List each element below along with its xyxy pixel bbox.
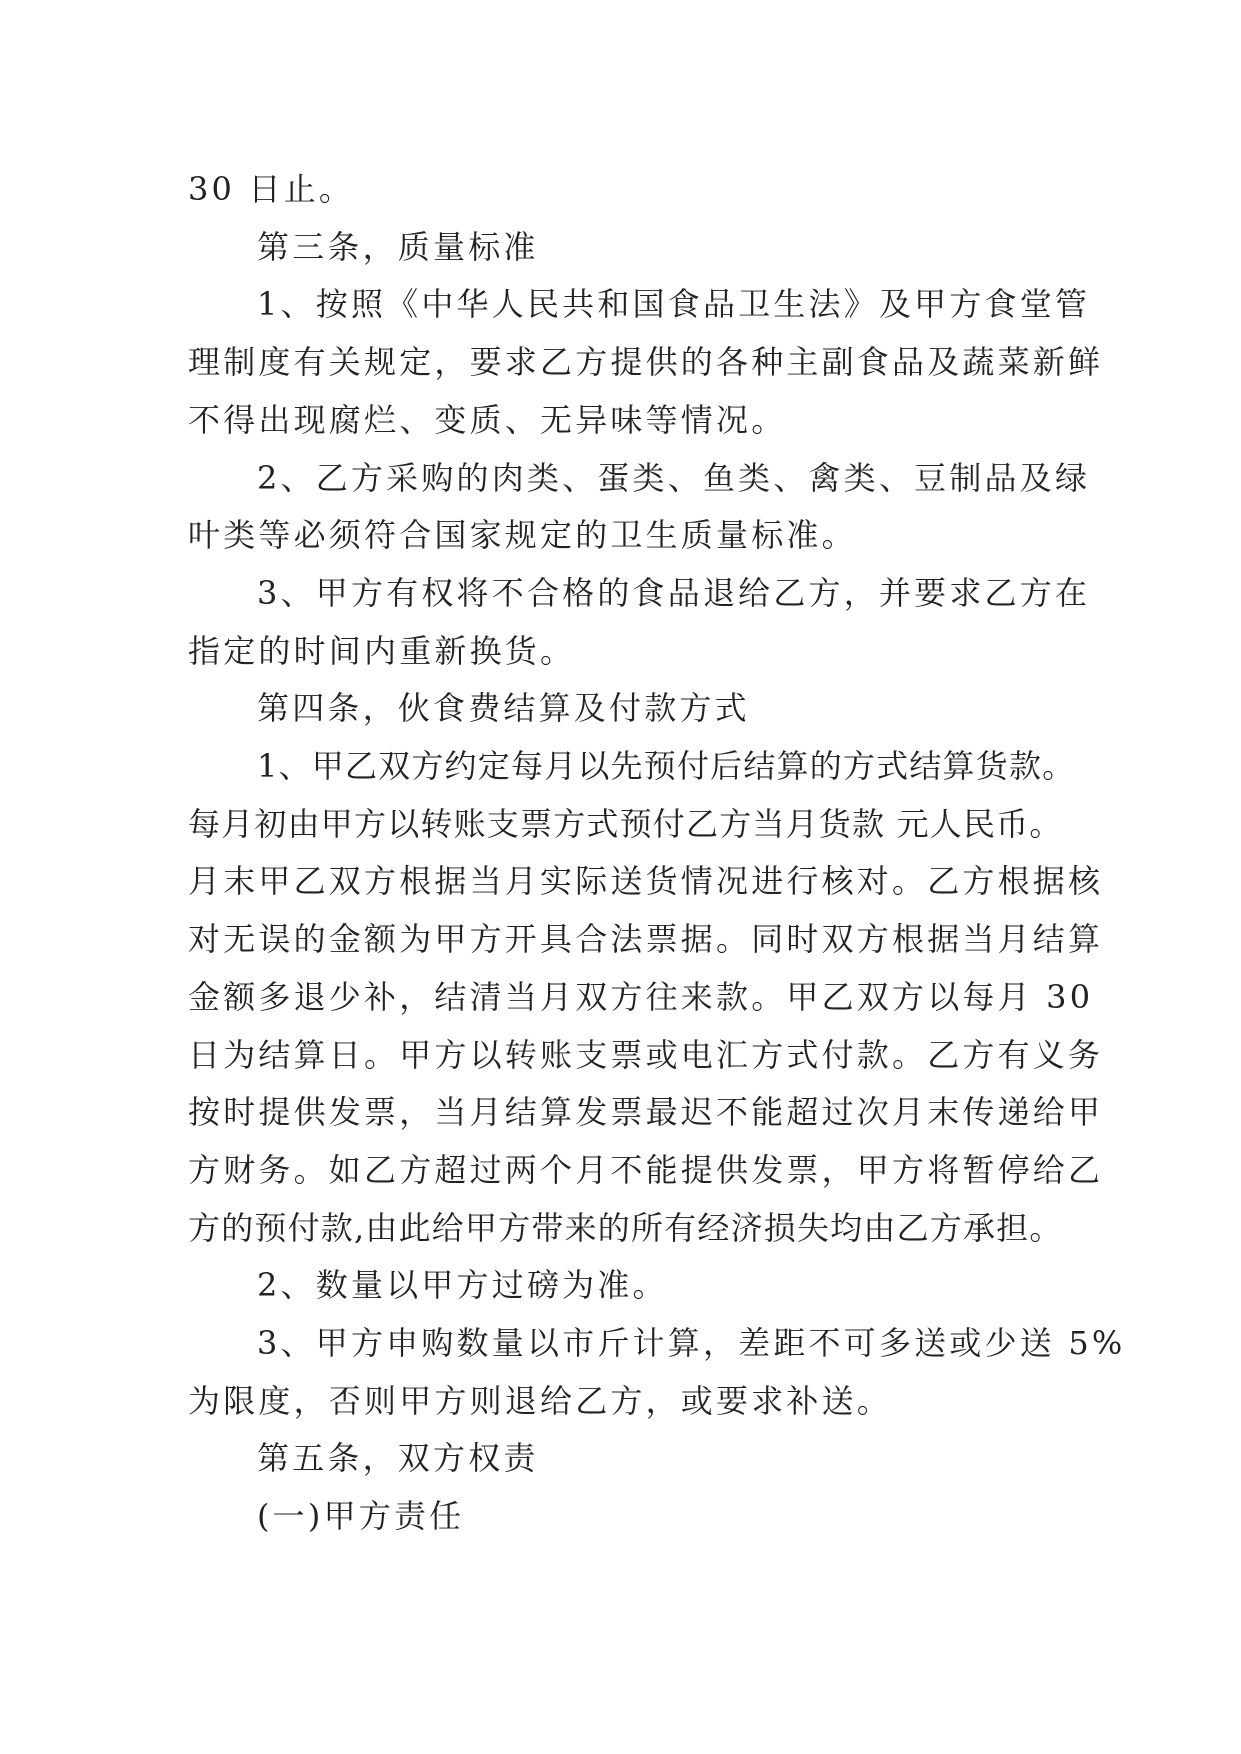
article-heading: 第四条，伙食费结算及付款方式 — [257, 689, 750, 728]
article-heading: 第三条，质量标准 — [257, 227, 539, 266]
text-line: 不得出现腐烂、变质、无异味等情况。 — [188, 400, 787, 439]
document-body — [188, 161, 1126, 1546]
text-line: 对无误的金额为甲方开具合法票据。同时双方根据当月结算 — [188, 920, 1104, 959]
text-line: 3、甲方有权将不合格的食品退给乙方，并要求乙方在 — [257, 573, 1091, 612]
text-line: 方财务。如乙方超过两个月不能提供发票，甲方将暂停给乙 — [188, 1150, 1104, 1189]
text-line: 日为结算日。甲方以转账支票或电汇方式付款。乙方有义务 — [188, 1035, 1104, 1074]
text-line: 每月初由甲方以转账支票方式预付乙方当月货款 元人民币。 — [188, 804, 1063, 843]
text-line: 30 日止。 — [188, 170, 355, 208]
text-line: 为限度，否则甲方则退给乙方，或要求补送。 — [188, 1381, 893, 1420]
text-line: 1、按照《中华人民共和国食品卫生法》及甲方食堂管 — [257, 285, 1091, 324]
text-line: 2、数量以甲方过磅为准。 — [257, 1266, 668, 1305]
text-line: 方的预付款,由此给甲方带来的所有经济损失均由乙方承担。 — [188, 1208, 1063, 1247]
text-line: 月末甲乙双方根据当月实际送货情况进行核对。乙方根据核 — [188, 862, 1104, 901]
section-subheading: (一)甲方责任 — [257, 1497, 465, 1536]
text-line: 按时提供发票，当月结算发票最迟不能超过次月末传递给甲 — [188, 1093, 1104, 1132]
text-line: 3、甲方申购数量以市斤计算，差距不可多送或少送 5% — [257, 1324, 1126, 1363]
text-line: 1、甲乙双方约定每月以先预付后结算的方式结算货款。 — [257, 747, 1076, 786]
text-line: 叶类等必须符合国家规定的卫生质量标准。 — [188, 516, 857, 555]
text-line: 金额多退少补，结清当月双方往来款。甲乙双方以每月 30 — [188, 977, 1094, 1016]
text-line: 2、乙方采购的肉类、蛋类、鱼类、禽类、豆制品及绿 — [257, 458, 1091, 497]
text-line: 理制度有关规定，要求乙方提供的各种主副食品及蔬菜新鲜 — [188, 343, 1104, 382]
text-line: 指定的时间内重新换货。 — [188, 631, 576, 670]
article-heading: 第五条，双方权责 — [257, 1439, 539, 1478]
